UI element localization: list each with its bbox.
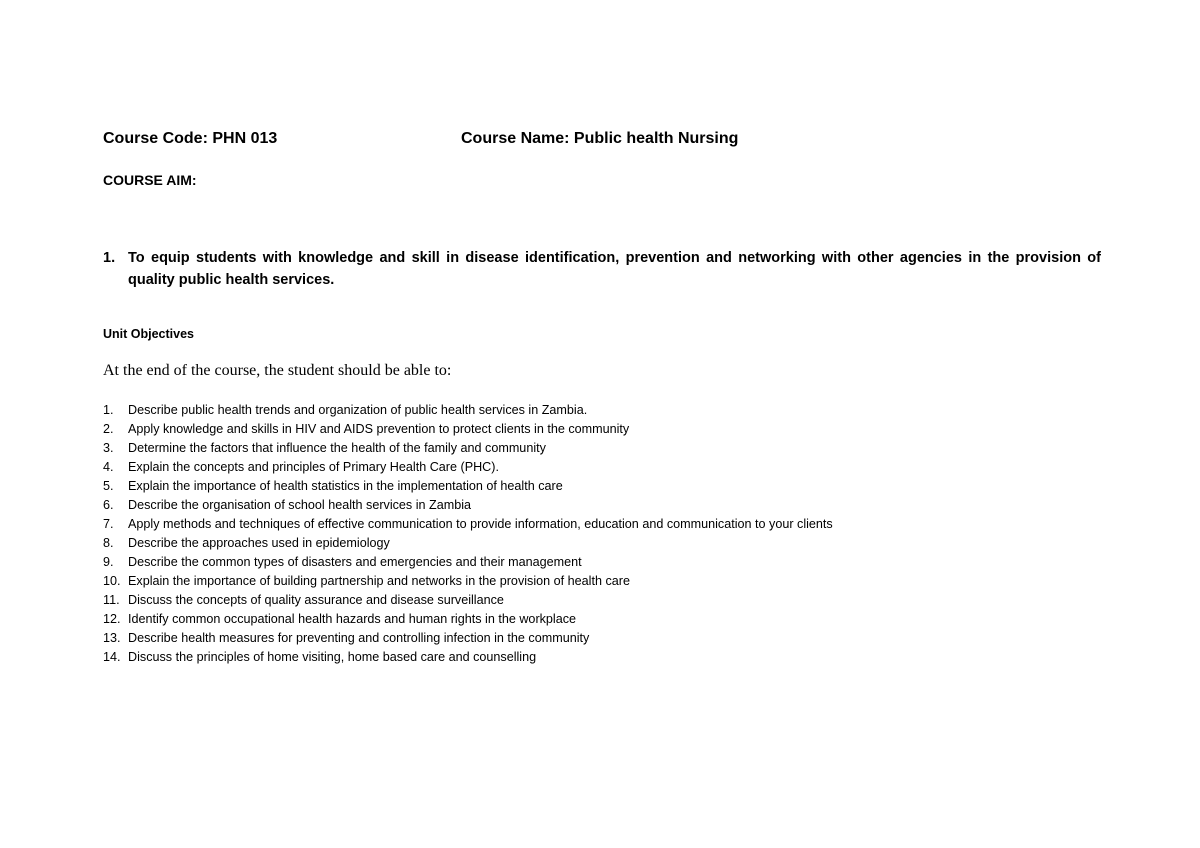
list-item — [103, 629, 1103, 648]
list-item-number: 12. — [103, 612, 121, 626]
list-item-text: Apply knowledge and skills in HIV and AIDS prevention to protect clients in the community — [128, 422, 630, 436]
list-item-number: 11. — [103, 593, 120, 607]
list-item-text: Identify common occupational health hazards and human rights in the workplace — [128, 612, 577, 626]
list-item-number: 7. — [103, 517, 114, 531]
list-item-number: 14. — [103, 650, 121, 664]
list-item — [103, 439, 1103, 458]
list-item-text: Explain the importance of health statistics in the implementation of health care — [128, 479, 563, 493]
course-header — [103, 130, 1103, 154]
list-item — [103, 534, 1103, 553]
objectives-list — [103, 401, 1103, 667]
list-item-number: 3. — [103, 441, 114, 455]
list-item-text: Explain the importance of building partnership and networks in the provision of health care — [128, 574, 630, 588]
list-item-text: Discuss the principles of home visiting, home based care and counselling — [128, 650, 537, 664]
list-item — [103, 401, 1103, 420]
list-item — [103, 572, 1103, 591]
list-item — [103, 591, 1103, 610]
list-item — [103, 553, 1103, 572]
course-name: Course Name: Public health Nursing — [461, 130, 739, 147]
list-item — [103, 610, 1103, 629]
list-item — [103, 648, 1103, 667]
list-item-text: Describe the organisation of school health services in Zambia — [128, 498, 472, 512]
list-item-number: 4. — [103, 460, 114, 474]
list-item-text: To equip students with knowledge and skill in disease identification, prevention and networking with other agencies in the provision of quality public health services. — [128, 250, 1101, 288]
course-aim-heading: COURSE AIM: — [103, 172, 197, 188]
list-item-text: Describe health measures for preventing and controlling infection in the community — [128, 631, 590, 645]
list-item — [103, 515, 1103, 534]
course-code: Course Code: PHN 013 — [103, 130, 278, 147]
list-item-text: Explain the concepts and principles of Primary Health Care (PHC). — [128, 460, 499, 474]
list-item — [103, 247, 1101, 291]
list-item-number: 5. — [103, 479, 114, 493]
list-item-number: 1. — [103, 403, 114, 417]
list-item — [103, 420, 1103, 439]
course-aim-list — [103, 247, 1101, 291]
list-item-text: Apply methods and techniques of effective communication to provide information, education and communication to your clients — [128, 517, 833, 531]
list-item-number: 13. — [103, 631, 121, 645]
list-item-number: 1. — [103, 250, 116, 266]
list-item-text: Describe the common types of disasters and emergencies and their management — [128, 555, 582, 569]
list-item-number: 2. — [103, 422, 114, 436]
list-item-number: 6. — [103, 498, 114, 512]
objectives-intro: At the end of the course, the student should be able to: — [103, 362, 452, 379]
list-item-text: Discuss the concepts of quality assurance and disease surveillance — [128, 593, 504, 607]
list-item-text: Determine the factors that influence the health of the family and community — [128, 441, 546, 455]
list-item-number: 10. — [103, 574, 121, 588]
list-item — [103, 496, 1103, 515]
list-item-text: Describe public health trends and organization of public health services in Zambia. — [128, 403, 588, 417]
list-item — [103, 458, 1103, 477]
list-item-number: 8. — [103, 536, 114, 550]
list-item-text: Describe the approaches used in epidemiology — [128, 536, 390, 550]
unit-objectives-heading: Unit Objectives — [103, 327, 194, 341]
list-item — [103, 477, 1103, 496]
list-item-number: 9. — [103, 555, 114, 569]
